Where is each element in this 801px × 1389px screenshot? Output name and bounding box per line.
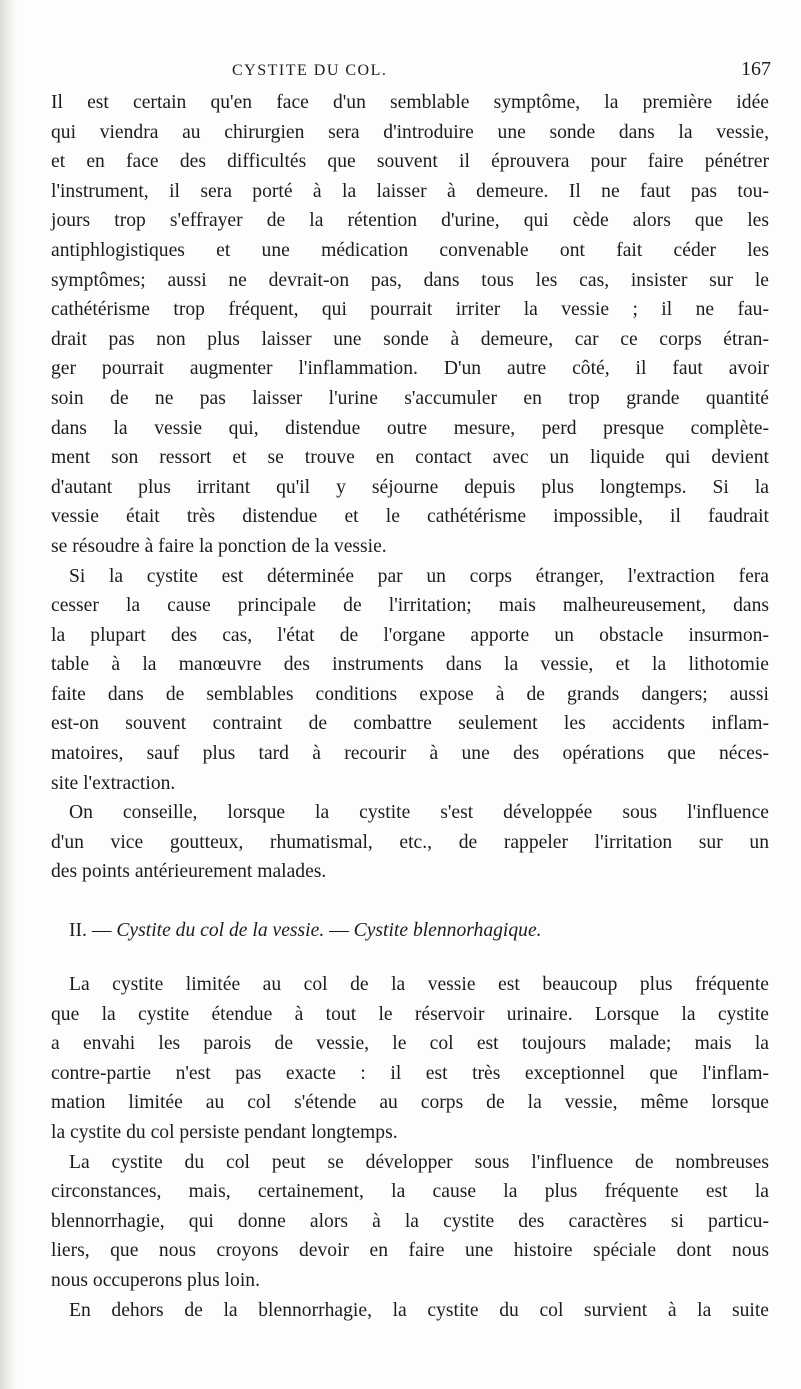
section-number: II. (69, 920, 87, 942)
text-line: l'instrument, il sera porté à la laisser à demeure. Il ne faut pas tou- (51, 180, 769, 202)
text-line: cathétérisme trop fréquent, qui pourrait irriter la vessie ; il ne fau- (51, 299, 769, 321)
text-line: faite dans de semblables conditions expose à de grands dangers; aussi (51, 683, 769, 705)
text-line: nous occuperons plus loin. (51, 1269, 260, 1291)
text-line: La cystite limitée au col de la vessie est beaucoup plus fréquente (69, 974, 769, 996)
text-line: et en face des difficultés que souvent il éprouvera pour faire pénétrer (51, 151, 769, 173)
text-line: dans la vessie qui, distendue outre mesure, perd presque complète- (51, 417, 769, 439)
text-line: Si la cystite est déterminée par un corps étranger, l'extraction fera (69, 565, 769, 587)
section-dash: — (91, 920, 112, 942)
text-line: ment son ressort et se trouve en contact avec un liquide qui devient (51, 447, 769, 469)
text-line: Il est certain qu'en face d'un semblable symptôme, la première idée (51, 92, 769, 113)
text-line: On conseille, lorsque la cystite s'est développée sous l'influence (69, 802, 769, 824)
text-line: ger pourrait augmenter l'inflammation. D'un autre côté, il faut avoir (51, 358, 769, 380)
text-line: symptômes; aussi ne devrait-on pas, dans tous les cas, insister sur le (51, 269, 769, 291)
text-line: qui viendra au chirurgien sera d'introduire une sonde dans la vessie, (51, 121, 769, 143)
text-line: soin de ne pas laisser l'urine s'accumuler en trop grande quantité (51, 387, 769, 409)
text-line: se résoudre à faire la ponction de la vessie. (51, 535, 387, 557)
paragraph-3 (51, 798, 769, 887)
text-line: la cystite du col persiste pendant longtemps. (51, 1122, 398, 1143)
text-line: a envahi les parois de vessie, le col est toujours malade; mais la (51, 1033, 769, 1055)
running-title: CYSTITE DU COL. (232, 62, 388, 79)
text-line: circonstances, mais, certainement, la cause la plus fréquente est la (51, 1181, 769, 1203)
paragraph-4 (51, 970, 769, 1148)
text-line: En dehors de la blennorrhagie, la cystite du col survient à la suite (69, 1299, 769, 1321)
text-line: La cystite du col peut se développer sous l'influence de nombreuses (69, 1151, 769, 1173)
text-line: table à la manœuvre des instruments dans la vessie, et la lithotomie (51, 654, 769, 676)
section-dash: — (329, 920, 349, 942)
text-line: blennorrhagie, qui donne alors à la cystite des caractères si particu- (51, 1210, 769, 1232)
text-line: jours trop s'effrayer de la rétention d'urine, qui cède alors que les (51, 210, 769, 232)
paragraph-1 (51, 88, 769, 562)
text-line: liers, que nous croyons devoir en faire une histoire spéciale dont nous (51, 1240, 769, 1262)
section-heading (51, 918, 769, 944)
text-line: site l'extraction. (51, 772, 176, 794)
section-title-part-2: Cystite blennorhagique. (353, 920, 542, 942)
paragraph-5 (51, 1148, 769, 1296)
text-line: matoires, sauf plus tard à recourir à une des opérations que néces- (51, 743, 769, 765)
text-line: que la cystite étendue à tout le réservoir urinaire. Lorsque la cystite (51, 1003, 769, 1025)
body-text (51, 88, 769, 1325)
text-line: d'autant plus irritant qu'il y séjourne depuis plus longtemps. Si la (51, 476, 769, 498)
text-line: d'un vice goutteux, rhumatismal, etc., de rappeler l'irritation sur un (51, 831, 769, 853)
paragraph-2 (51, 562, 769, 799)
text-line: est-on souvent contraint de combattre seulement les accidents inflam- (51, 713, 769, 735)
section-title-part-1: Cystite du col de la vessie. (116, 920, 325, 942)
page-number: 167 (741, 58, 771, 80)
text-line: des points antérieurement malades. (51, 861, 327, 883)
running-head (0, 58, 801, 88)
page-gutter-shadow (0, 0, 18, 1389)
paragraph-6 (51, 1296, 769, 1326)
text-line: mation limitée au col s'étende au corps de la vessie, même lorsque (51, 1092, 769, 1114)
text-line: antiphlogistiques et une médication convenable ont fait céder les (51, 239, 769, 261)
text-line: drait pas non plus laisser une sonde à demeure, car ce corps étran- (51, 328, 769, 350)
text-line: contre-partie n'est pas exacte : il est très exceptionnel que l'inflam- (51, 1062, 769, 1084)
text-line: cesser la cause principale de l'irritation; mais malheureusement, dans (51, 595, 769, 617)
text-line: la plupart des cas, l'état de l'organe apporte un obstacle insurmon- (51, 624, 769, 646)
text-line: vessie était très distendue et le cathétérisme impossible, il faudrait (51, 506, 769, 528)
